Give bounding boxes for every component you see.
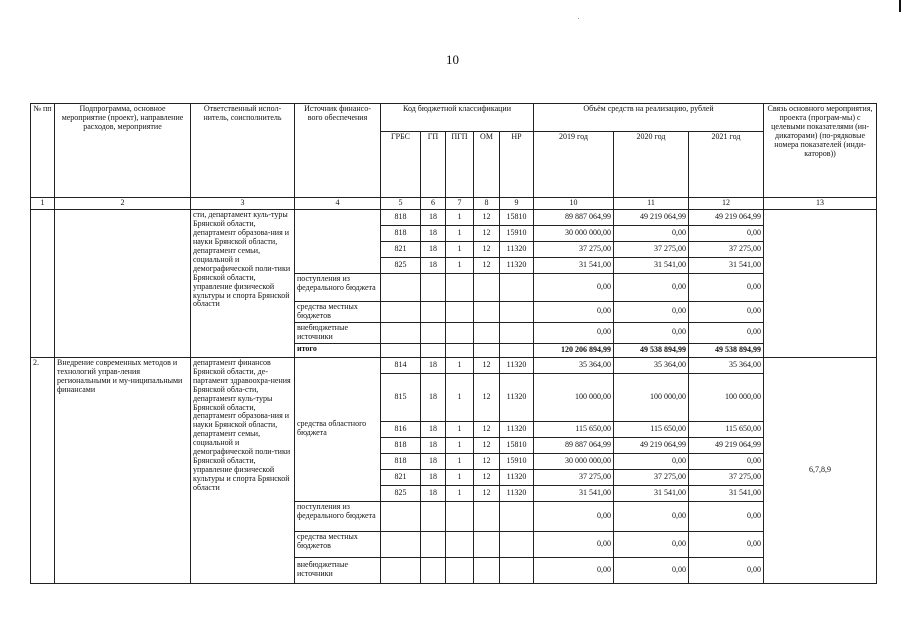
- empty-cell: [500, 301, 534, 322]
- header-2021: 2021 год: [689, 132, 764, 198]
- value-2021: 0,00: [689, 273, 764, 301]
- value-2019: 100 000,00: [534, 373, 614, 421]
- om-cell: 12: [474, 373, 500, 421]
- header-num: № пп: [31, 104, 55, 198]
- value-2019: 31 541,00: [534, 257, 614, 273]
- om-cell: 12: [474, 241, 500, 257]
- gp-cell: 18: [421, 373, 446, 421]
- col-num-10: 10: [534, 198, 614, 210]
- source-federal: поступления из федерального бюджета: [295, 501, 381, 531]
- value-2021: 31 541,00: [689, 485, 764, 501]
- gp-cell: 18: [421, 257, 446, 273]
- value-2020: 49 219 064,99: [614, 437, 689, 453]
- value-2021: 0,00: [689, 531, 764, 557]
- np-cell: 11320: [500, 485, 534, 501]
- value-2019: 30 000 000,00: [534, 225, 614, 241]
- section1-executor: сти, департамент куль-туры Брянской области, департамент образова-ния и науки Брянской области, департамент семьи, социальной и демографической поли-тики Брянской области, управление физической культуры и спорта Брянской области: [191, 209, 295, 357]
- budget-table: [30, 103, 877, 584]
- empty-cell: [446, 301, 474, 322]
- value-2020: 0,00: [614, 273, 689, 301]
- value-2020: 0,00: [614, 501, 689, 531]
- empty-cell: [474, 343, 500, 357]
- header-indicator-link: Связь основного мероприятия, проекта (програм-мы) с целевыми показателями (ин-дикаторами) (по-рядковые номера показателей (инди-каторов)): [764, 104, 877, 198]
- value-2021: 100 000,00: [689, 373, 764, 421]
- col-num-7: 7: [446, 198, 474, 210]
- col-num-2: 2: [55, 198, 191, 210]
- grbs-cell: 815: [381, 373, 421, 421]
- value-2019: 0,00: [534, 531, 614, 557]
- section2-program: Внедрение современных методов и технологий управ-ления региональными и му-ниципальными финансами: [55, 357, 191, 583]
- empty-cell: [474, 273, 500, 301]
- om-cell: 12: [474, 469, 500, 485]
- value-2019: 0,00: [534, 557, 614, 583]
- header-np: НР: [500, 132, 534, 198]
- grbs-cell: 821: [381, 241, 421, 257]
- empty-cell: [381, 531, 421, 557]
- grbs-cell: 818: [381, 209, 421, 225]
- value-2020: 0,00: [614, 322, 689, 343]
- value-2020: 115 650,00: [614, 421, 689, 437]
- grbs-cell: 814: [381, 357, 421, 373]
- pgp-cell: 1: [446, 357, 474, 373]
- empty-cell: [381, 273, 421, 301]
- header-grbs: ГРБС: [381, 132, 421, 198]
- value-2020: 49 219 064,99: [614, 209, 689, 225]
- total-label: итого: [295, 343, 381, 357]
- header-budget-code: Код бюджетной классификации: [381, 104, 534, 132]
- empty-cell: [421, 273, 446, 301]
- value-2020: 100 000,00: [614, 373, 689, 421]
- empty-cell: [421, 531, 446, 557]
- gp-cell: 18: [421, 225, 446, 241]
- value-2021: 115 650,00: [689, 421, 764, 437]
- source-extrabudgetary: внебюджетные источники: [295, 322, 381, 343]
- value-2021: 37 275,00: [689, 469, 764, 485]
- source-local: средства местных бюджетов: [295, 531, 381, 557]
- np-cell: 11320: [500, 357, 534, 373]
- empty-cell: [474, 501, 500, 531]
- header-row: [31, 104, 877, 132]
- section2-executor: департамент финансов Брянской области, де-партамент здравоохра-нения Брянской обла-сти, департамент куль-туры Брянской области, департамент образова-ния и науки Брянской области, департамент семьи, социальной и демографической поли-тики Брянской области, управление физической культуры и спорта Брянской области: [191, 357, 295, 583]
- value-2021: 37 275,00: [689, 241, 764, 257]
- empty-cell: [381, 343, 421, 357]
- value-2020: 37 275,00: [614, 241, 689, 257]
- om-cell: 12: [474, 421, 500, 437]
- source-federal: поступления из федерального бюджета: [295, 273, 381, 301]
- header-pgp: ПГП: [446, 132, 474, 198]
- section2-indicators: 6,7,8,9: [764, 357, 877, 583]
- empty-cell: [421, 301, 446, 322]
- grbs-cell: 818: [381, 437, 421, 453]
- np-cell: 11320: [500, 469, 534, 485]
- grbs-cell: 821: [381, 469, 421, 485]
- empty-cell: [446, 531, 474, 557]
- gp-cell: 18: [421, 485, 446, 501]
- grbs-cell: 818: [381, 453, 421, 469]
- empty-cell: [500, 322, 534, 343]
- empty-cell: [500, 531, 534, 557]
- value-2021: 0,00: [689, 322, 764, 343]
- empty-cell: [381, 322, 421, 343]
- np-cell: 15910: [500, 453, 534, 469]
- np-cell: 15910: [500, 225, 534, 241]
- gp-cell: 18: [421, 357, 446, 373]
- header-gp: ГП: [421, 132, 446, 198]
- col-num-11: 11: [614, 198, 689, 210]
- empty-cell: [500, 273, 534, 301]
- empty-cell: [446, 273, 474, 301]
- page-number: 10: [446, 52, 459, 67]
- np-cell: 11320: [500, 421, 534, 437]
- value-2019: 37 275,00: [534, 241, 614, 257]
- value-2019: 0,00: [534, 301, 614, 322]
- empty-cell: [474, 531, 500, 557]
- value-2019: 35 364,00: [534, 357, 614, 373]
- header-2019: 2019 год: [534, 132, 614, 198]
- grbs-cell: 825: [381, 257, 421, 273]
- col-num-6: 6: [421, 198, 446, 210]
- empty-cell: [381, 301, 421, 322]
- col-num-8: 8: [474, 198, 500, 210]
- empty-cell: [446, 322, 474, 343]
- gp-cell: 18: [421, 421, 446, 437]
- value-2021: 0,00: [689, 557, 764, 583]
- value-2019: 0,00: [534, 322, 614, 343]
- np-cell: 11320: [500, 241, 534, 257]
- empty-cell: [500, 343, 534, 357]
- total-2021: 49 538 894,99: [689, 343, 764, 357]
- section2-num: 2.: [31, 357, 55, 583]
- table-row: [31, 357, 877, 373]
- empty-cell: [474, 301, 500, 322]
- value-2021: 31 541,00: [689, 257, 764, 273]
- value-2020: 35 364,00: [614, 357, 689, 373]
- value-2021: 0,00: [689, 453, 764, 469]
- pgp-cell: 1: [446, 453, 474, 469]
- header-2020: 2020 год: [614, 132, 689, 198]
- empty-cell: [421, 501, 446, 531]
- section1-program: [55, 209, 191, 357]
- empty-cell: [381, 501, 421, 531]
- col-num-5: 5: [381, 198, 421, 210]
- value-2019: 30 000 000,00: [534, 453, 614, 469]
- pgp-cell: 1: [446, 421, 474, 437]
- value-2020: 31 541,00: [614, 257, 689, 273]
- om-cell: 12: [474, 357, 500, 373]
- header-om: ОМ: [474, 132, 500, 198]
- value-2021: 49 219 064,99: [689, 437, 764, 453]
- gp-cell: 18: [421, 209, 446, 225]
- empty-cell: [421, 322, 446, 343]
- value-2021: 49 219 064,99: [689, 209, 764, 225]
- total-2020: 49 538 894,99: [614, 343, 689, 357]
- grbs-cell: 818: [381, 225, 421, 241]
- empty-cell: [474, 557, 500, 583]
- grbs-cell: 816: [381, 421, 421, 437]
- gp-cell: 18: [421, 437, 446, 453]
- col-num-1: 1: [31, 198, 55, 210]
- scan-speck: [578, 18, 579, 19]
- header-volume: Объём средств на реализацию, рублей: [534, 104, 764, 132]
- value-2020: 31 541,00: [614, 485, 689, 501]
- section1-indicators: [764, 209, 877, 357]
- empty-cell: [446, 343, 474, 357]
- header-executor: Ответственный испол-нитель, соисполнитель: [191, 104, 295, 198]
- empty-cell: [500, 557, 534, 583]
- empty-cell: [421, 343, 446, 357]
- pgp-cell: 1: [446, 241, 474, 257]
- value-2019: 115 650,00: [534, 421, 614, 437]
- col-num-9: 9: [500, 198, 534, 210]
- source-local: средства местных бюджетов: [295, 301, 381, 322]
- value-2020: 0,00: [614, 301, 689, 322]
- pgp-cell: 1: [446, 437, 474, 453]
- om-cell: 12: [474, 225, 500, 241]
- value-2019: 0,00: [534, 273, 614, 301]
- empty-cell: [421, 557, 446, 583]
- np-cell: 15810: [500, 437, 534, 453]
- np-cell: 11320: [500, 257, 534, 273]
- value-2021: 0,00: [689, 225, 764, 241]
- col-num-4: 4: [295, 198, 381, 210]
- header-program: Подпрограмма, основное мероприятие (проект), направление расходов, мероприятие: [55, 104, 191, 198]
- section1-num: [31, 209, 55, 357]
- pgp-cell: 1: [446, 373, 474, 421]
- pgp-cell: 1: [446, 209, 474, 225]
- empty-cell: [474, 322, 500, 343]
- om-cell: 12: [474, 437, 500, 453]
- value-2020: 0,00: [614, 225, 689, 241]
- value-2020: 0,00: [614, 531, 689, 557]
- source-extrabudgetary: внебюджетные источники: [295, 557, 381, 583]
- pgp-cell: 1: [446, 469, 474, 485]
- value-2019: 0,00: [534, 501, 614, 531]
- pgp-cell: 1: [446, 225, 474, 241]
- gp-cell: 18: [421, 241, 446, 257]
- empty-cell: [446, 557, 474, 583]
- value-2020: 37 275,00: [614, 469, 689, 485]
- empty-cell: [381, 557, 421, 583]
- value-2021: 0,00: [689, 501, 764, 531]
- value-2019: 31 541,00: [534, 485, 614, 501]
- value-2019: 89 887 064,99: [534, 209, 614, 225]
- empty-cell: [500, 501, 534, 531]
- table-row: [31, 209, 877, 225]
- col-num-12: 12: [689, 198, 764, 210]
- scan-edge-mark: [899, 0, 901, 12]
- col-num-3: 3: [191, 198, 295, 210]
- pgp-cell: 1: [446, 257, 474, 273]
- value-2019: 89 887 064,99: [534, 437, 614, 453]
- gp-cell: 18: [421, 453, 446, 469]
- value-2021: 0,00: [689, 301, 764, 322]
- value-2019: 37 275,00: [534, 469, 614, 485]
- col-num-13: 13: [764, 198, 877, 210]
- section1-regional-source: [295, 209, 381, 273]
- np-cell: 11320: [500, 373, 534, 421]
- total-2019: 120 206 894,99: [534, 343, 614, 357]
- value-2020: 0,00: [614, 453, 689, 469]
- np-cell: 15810: [500, 209, 534, 225]
- column-number-row: [31, 198, 877, 210]
- gp-cell: 18: [421, 469, 446, 485]
- om-cell: 12: [474, 209, 500, 225]
- om-cell: 12: [474, 257, 500, 273]
- pgp-cell: 1: [446, 485, 474, 501]
- section2-regional-source: средства областного бюджета: [295, 357, 381, 501]
- header-source: Источник финансо-вого обеспечения: [295, 104, 381, 198]
- empty-cell: [446, 501, 474, 531]
- value-2020: 0,00: [614, 557, 689, 583]
- om-cell: 12: [474, 485, 500, 501]
- grbs-cell: 825: [381, 485, 421, 501]
- value-2021: 35 364,00: [689, 357, 764, 373]
- om-cell: 12: [474, 453, 500, 469]
